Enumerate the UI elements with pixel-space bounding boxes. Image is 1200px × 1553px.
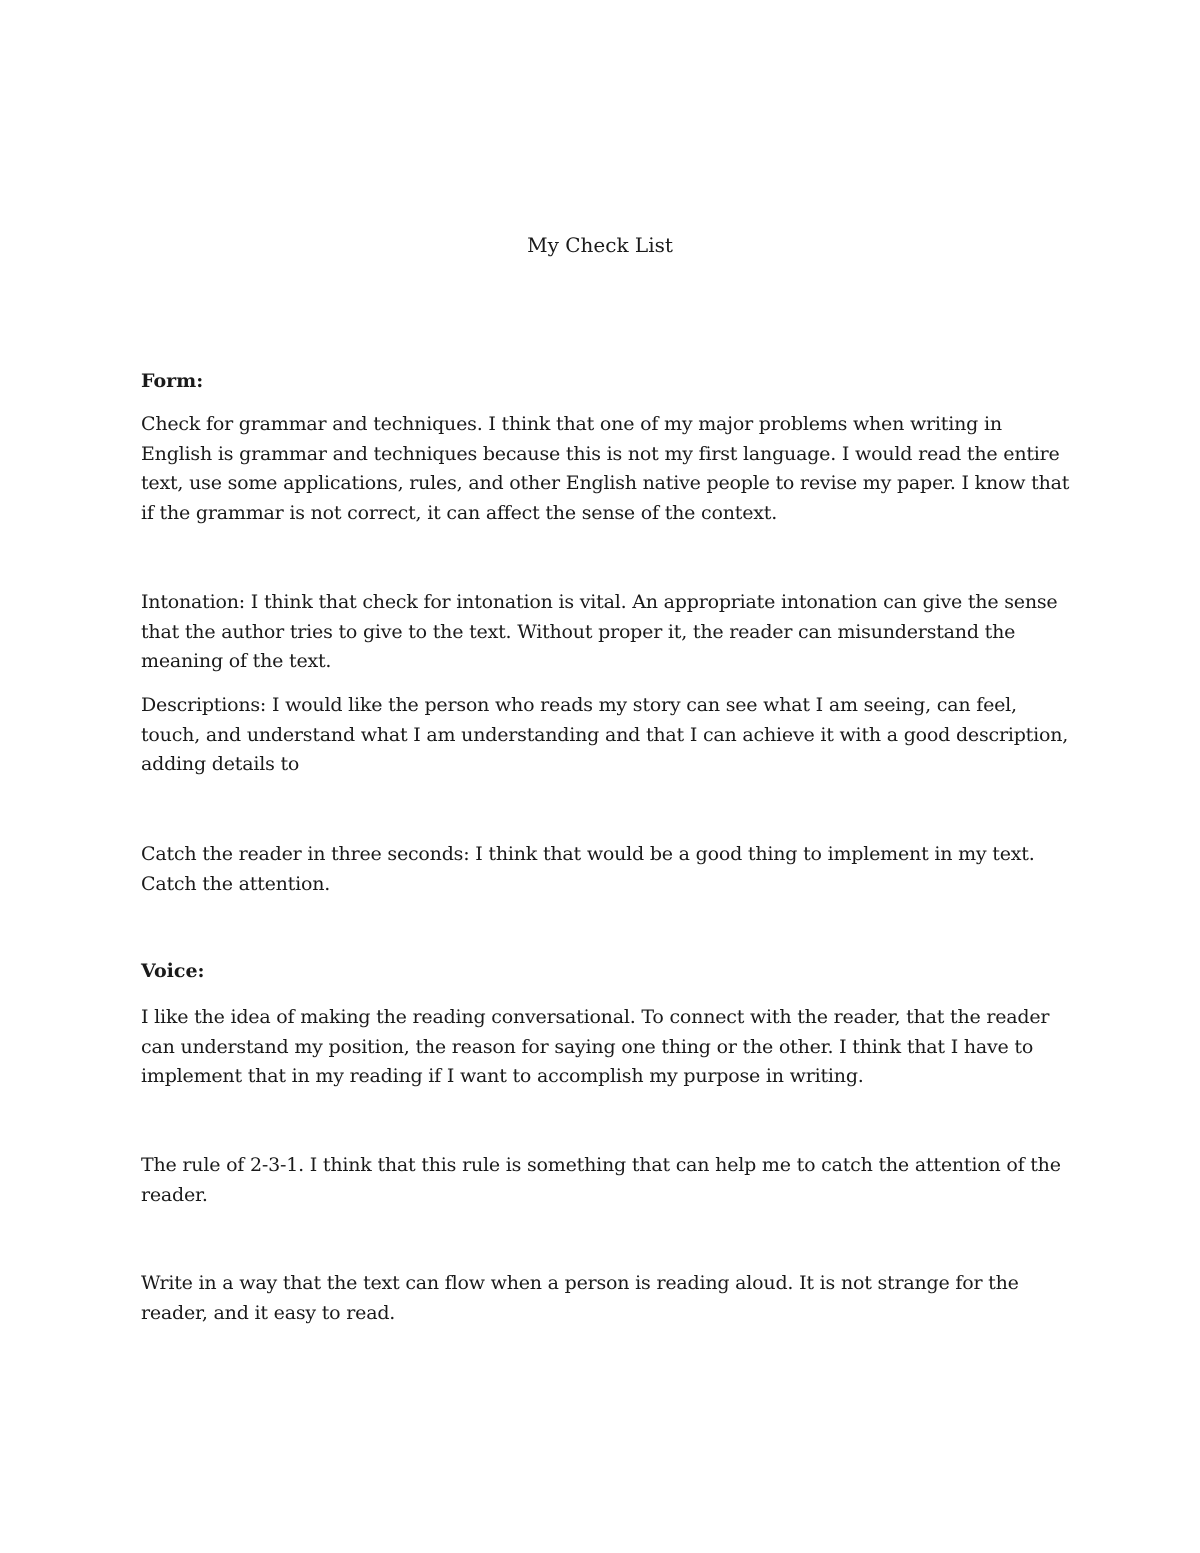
section-heading-form: Form: xyxy=(141,370,204,392)
paragraph-conversational: I like the idea of making the reading conversational. To connect with the reader, that the reader can understand my position, the reason for saying one thing or the other. I think that I have to implement that in my reading if I want to accomplish my purpose in writing. xyxy=(141,1006,1050,1087)
paragraph-catch-reader: Catch the reader in three seconds: I think that would be a good thing to implement in my text. Catch the attention. xyxy=(141,843,1035,895)
paragraph-intonation: Intonation: I think that check for intonation is vital. An appropriate intonation can give the sense that the author tries to give to the text. Without proper it, the reader can misunderstand the meaning of the text. xyxy=(141,591,1058,672)
paragraph-grammar: Check for grammar and techniques. I think that one of my major problems when writing in English is grammar and techniques because this is not my first language. I would read the entire text, use some applications, rules, and other English native people to revise my paper. I know that if the grammar is not correct, it can affect the sense of the context. xyxy=(141,413,1070,524)
paragraph-flow: Write in a way that the text can flow when a person is reading aloud. It is not strange for the reader, and it easy to read. xyxy=(141,1272,1019,1324)
section-heading-voice: Voice: xyxy=(141,960,205,982)
paragraph-descriptions: Descriptions: I would like the person who reads my story can see what I am seeing, can feel, touch, and understand what I am understanding and that I can achieve it with a good description, adding details to xyxy=(141,694,1069,775)
paragraph-rule-2-3-1: The rule of 2-3-1. I think that this rule is something that can help me to catch the attention of the reader. xyxy=(141,1154,1061,1206)
document-title: My Check List xyxy=(527,233,673,257)
